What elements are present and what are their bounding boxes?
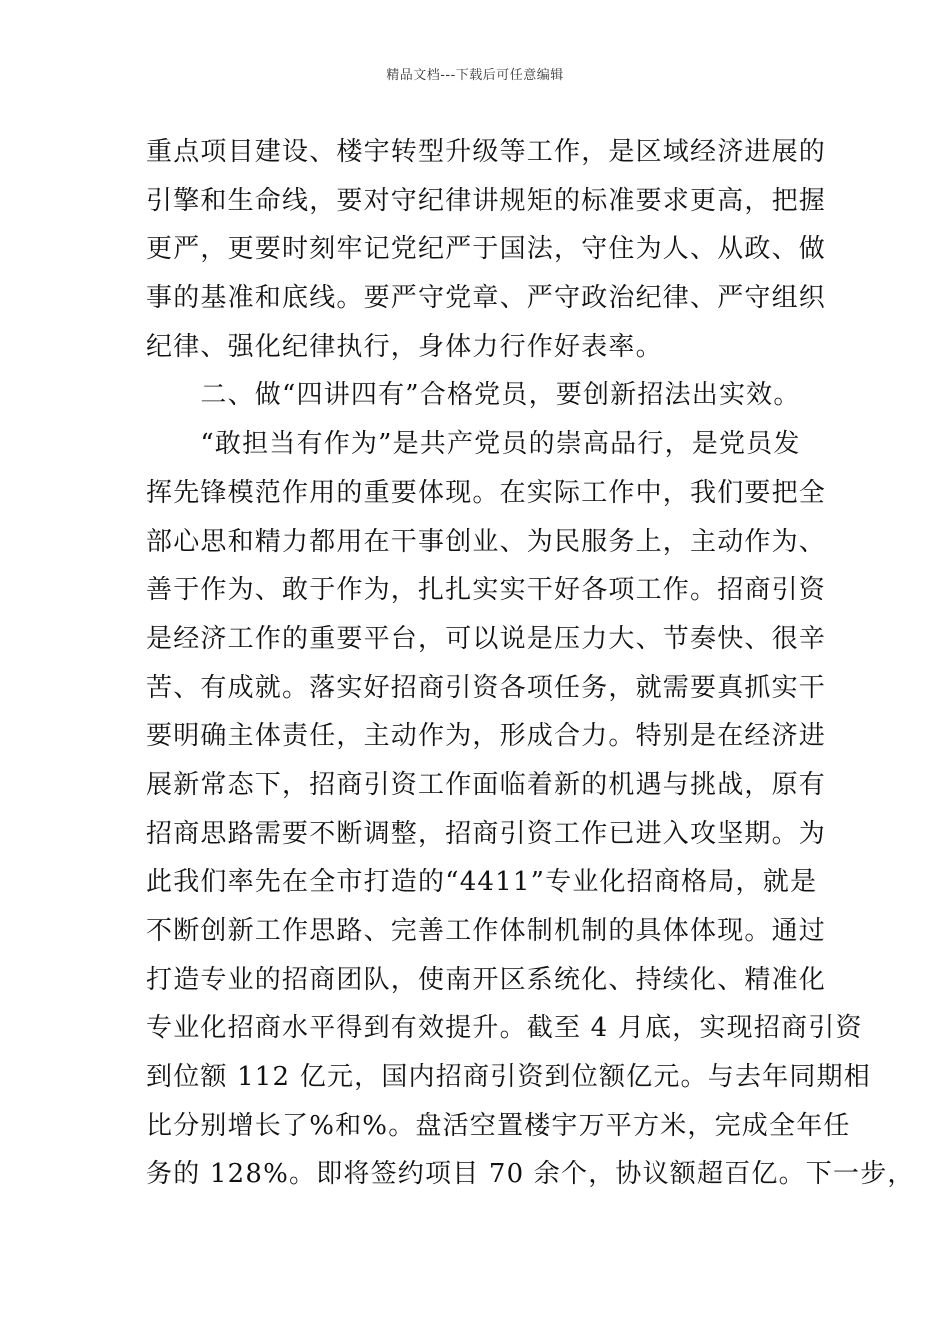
text-line: 不断创新工作思路、完善工作体制机制的具体体现。通过 (146, 916, 827, 946)
text-line: 苦、有成就。落实好招商引资各项任务，就需要真抓实干 (146, 672, 827, 703)
text-line: 比分别增长了%和%。盘活空置楼宇万平方米，完成全年任 (146, 1110, 851, 1141)
text-line: 挥先锋模范作用的重要体现。在实际工作中，我们要把全 (146, 477, 827, 508)
text-line: 此我们率先在全市打造的“4411”专业化招商格局，就是 (146, 867, 818, 898)
text-line: 更严，更要时刻牢记党纪严于国法，守住为人、从政、做 (146, 234, 827, 265)
text-line: 部心思和精力都用在干事创业、为民服务上，主动作为、 (146, 526, 827, 557)
text-line: 招商思路需要不断调整，招商引资工作已进入攻坚期。为 (146, 818, 827, 849)
text-line: 是经济工作的重要平台，可以说是压力大、节奏快、很辛 (146, 623, 827, 654)
text-line: 纪律、强化纪律执行，身体力行作好表率。 (146, 331, 663, 362)
text-line: 重点项目建设、楼宇转型升级等工作，是区域经济进展的 (146, 137, 827, 167)
text-line: 打造专业的招商团队，使南开区系统化、持续化、精准化 (146, 964, 827, 995)
text-line: 善于作为、敢于作为，扎扎实实干好各项工作。招商引资 (146, 575, 827, 606)
text-line: “敢担当有作为”是共产党员的崇高品行，是党员发 (146, 429, 801, 460)
text-line: 务的 128%。即将签约项目 70 余个，协议额超百亿。下一步， (146, 1159, 915, 1190)
section-heading: 二、做“四讲四有”合格党员，要创新招法出实效。 (146, 380, 801, 411)
text-line: 事的基准和底线。要严守党章、严守政治纪律、严守组织 (146, 283, 827, 314)
text-line: 引擎和生命线，要对守纪律讲规矩的标准要求更高，把握 (146, 185, 827, 216)
text-line: 要明确主体责任，主动作为，形成合力。特别是在经济进 (146, 721, 827, 752)
text-line: 专业化招商水平得到有效提升。截至 4 月底，实现招商引资 (146, 1013, 863, 1044)
page-header: 精品文档---下载后可任意编辑 (386, 68, 564, 83)
text-line: 展新常态下，招商引资工作面临着新的机遇与挑战，原有 (146, 769, 827, 800)
text-line: 到位额 112 亿元，国内招商引资到位额亿元。与去年同期相 (146, 1062, 871, 1093)
body-text (146, 128, 915, 1199)
